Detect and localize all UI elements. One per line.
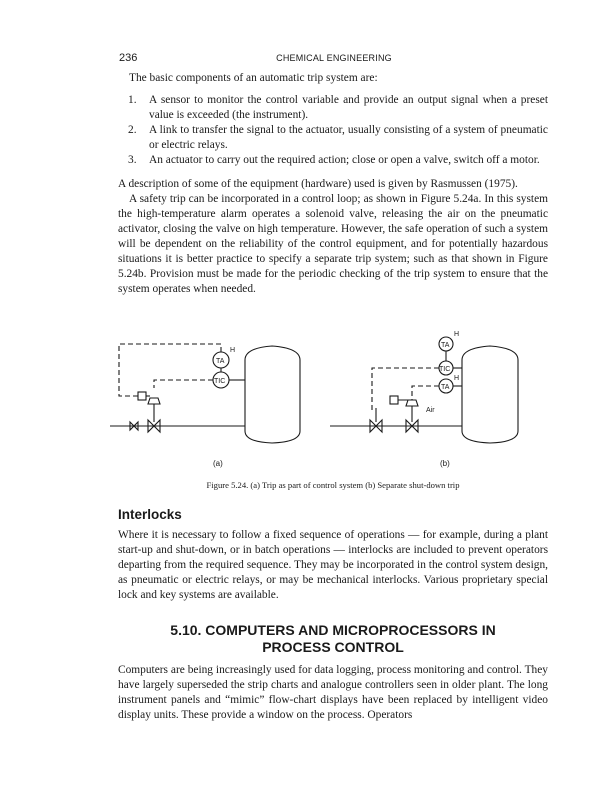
figure-diagram xyxy=(110,328,540,478)
list-item xyxy=(128,153,548,168)
signal-line-b xyxy=(412,386,439,400)
solenoid-a xyxy=(138,392,146,400)
actuator-a xyxy=(148,398,160,404)
computers-paragraph: Computers are being increasingly used for data logging, process monitoring and control. They have largely superseded the strip charts and analogue controllers seen in older plant. The long instrument panels and “mimic” flow-chart displays have been replaced by intelligent video display units. These provide a window on the process. Operators xyxy=(118,664,548,722)
list-item xyxy=(128,93,548,123)
computers-section xyxy=(118,663,548,723)
list-number: 2. xyxy=(128,124,137,137)
tic-tag-b: TIC xyxy=(439,366,451,373)
figure-label-a: (a) xyxy=(213,459,223,468)
actuator-b xyxy=(406,400,418,406)
figure-caption: Figure 5.24. (a) Trip as part of control system (b) Separate shut-down trip xyxy=(206,480,460,490)
figure-5-24 xyxy=(110,328,540,498)
high-tag-b: H xyxy=(454,331,460,338)
ta-tag-b: TA xyxy=(441,342,450,349)
component-list xyxy=(118,93,548,168)
list-number: 1. xyxy=(128,94,137,107)
ta-trip-tag-b: TA xyxy=(441,384,450,391)
list-text: A sensor to monitor the control variable and provide an output signal when a preset value is exceeded (the instrument). xyxy=(149,94,548,122)
tic-tag-a: TIC xyxy=(214,378,226,385)
vessel-b xyxy=(462,346,518,443)
high-trip-tag-b: H xyxy=(454,375,460,382)
list-text: A link to transfer the signal to the actuator, usually consisting of a system of pneumatic or electric relays. xyxy=(149,124,548,152)
interlocks-heading: Interlocks xyxy=(118,507,182,522)
air-label: Air xyxy=(426,407,435,414)
solenoid-b xyxy=(390,396,398,404)
interlocks-section xyxy=(118,528,548,603)
list-item xyxy=(128,123,548,153)
high-tag-a: H xyxy=(230,347,236,354)
page-header xyxy=(119,52,549,66)
signal-line-a xyxy=(154,380,213,388)
running-head: CHEMICAL ENGINEERING xyxy=(276,53,392,63)
signal-line-b xyxy=(372,368,439,412)
trip-system-section xyxy=(118,71,548,297)
paragraph-rasmussen: A description of some of the equipment (hardware) used is given by Rasmussen (1975). xyxy=(118,177,518,190)
paragraph-safety-trip: A safety trip can be incorporated in a control loop; as shown in Figure 5.24a. In this system the high-temperature alarm operates a solenoid valve, releasing the air on the pneumatic activator, closing the valve on high temperature. However, the safe operation of such a system will be dependent on the reliability of the control equipment, and for potentially hazardous situations it is better practice to specify a separate trip system; such as that shown in Figure 5.24b. Provision must be made for the periodic checking of the trip system to ensure that the system operates when needed. xyxy=(118,192,548,296)
ta-tag-a: TA xyxy=(216,358,225,365)
intro-text: The basic components of an automatic trip system are: xyxy=(129,72,378,84)
list-text: An actuator to carry out the required action; close or open a valve, switch off a motor. xyxy=(149,154,540,167)
page-number: 236 xyxy=(119,52,138,64)
section-title xyxy=(118,622,548,656)
section-title-line-1: 5.10. COMPUTERS AND MICROPROCESSORS IN xyxy=(170,622,496,638)
vessel-a xyxy=(245,346,300,443)
figure-label-b: (b) xyxy=(440,459,450,468)
interlocks-paragraph: Where it is necessary to follow a fixed sequence of operations — for example, during a plant start-up and shut-down, or in batch operations — interlocks are included to prevent operators departing from the required sequence. They may be incorporated in the control system design, as pneumatic or electric relays, or may be mechanical interlocks. Various proprietary special lock and key systems are available. xyxy=(118,529,548,602)
signal-line-a xyxy=(119,344,221,396)
section-title-line-2: PROCESS CONTROL xyxy=(262,639,404,655)
list-number: 3. xyxy=(128,154,137,167)
